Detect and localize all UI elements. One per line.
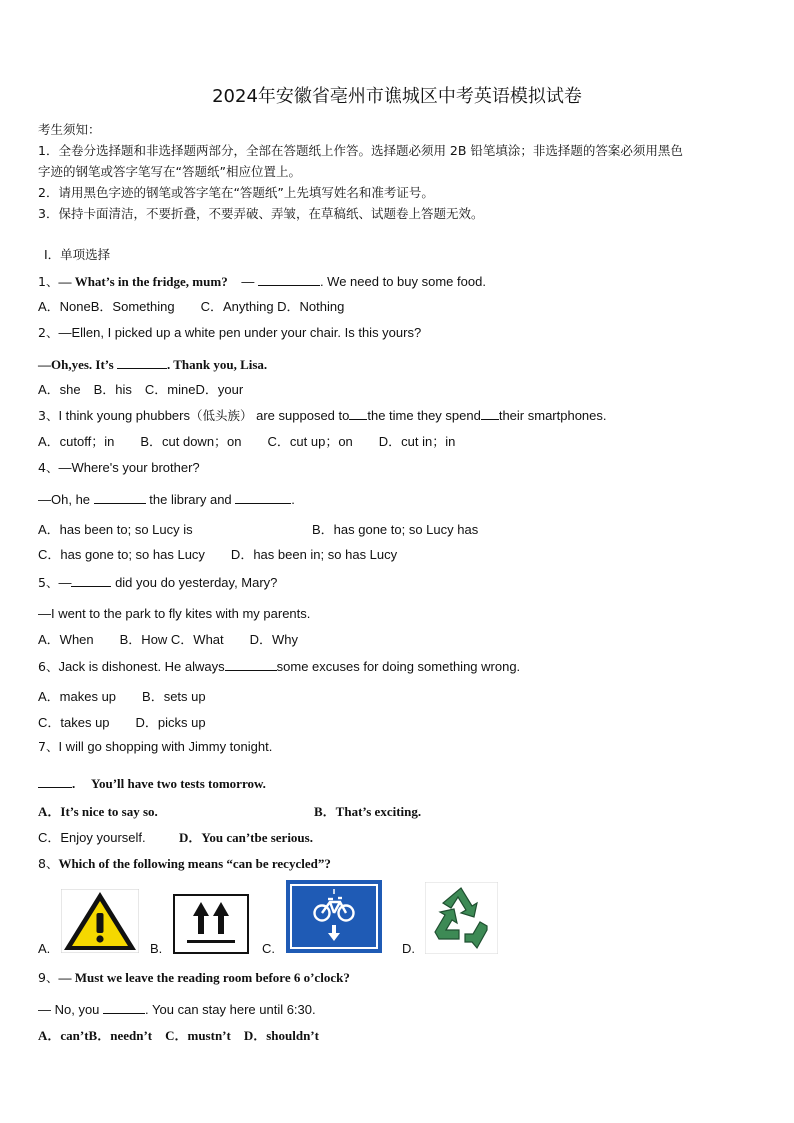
question-2-options: A．she B．his C．mineD．your <box>38 382 244 397</box>
question-text: Which of the following means “can be recycled”? <box>58 856 331 871</box>
question-text: . <box>291 492 295 507</box>
question-4 <box>38 459 200 477</box>
question-number: 5、 <box>38 575 59 590</box>
question-1 <box>38 272 486 291</box>
bicycle-lane-sign-icon <box>286 880 382 953</box>
question-text: — <box>241 274 255 289</box>
warning-sign-icon <box>61 889 139 953</box>
question-text: . You’ll have two tests tomorrow. <box>72 776 266 791</box>
question-number: 4、 <box>38 460 59 475</box>
question-text: — <box>58 575 72 590</box>
notice-item: 字迹的钢笔或答字笔写在“答题纸”相应位置上。 <box>38 164 301 179</box>
question-number: 7、 <box>38 739 59 754</box>
question-text: the library and <box>149 492 232 507</box>
recycle-sign-icon <box>425 882 498 954</box>
question-text: . Thank you, Lisa. <box>166 357 268 372</box>
question-text: —Oh,yes. It’s <box>38 357 114 372</box>
answer-blank <box>117 355 167 369</box>
notice-item: 2．请用黑色字迹的钢笔或答字笔在“答题纸”上先填写姓名和准考证号。 <box>38 185 434 200</box>
question-text: — Must we leave the reading room before 6 o’clock? <box>58 970 350 985</box>
question-4-options-cd: C．has gone to; so has Lucy D．has been in; so has Lucy <box>38 547 398 562</box>
option-label-d: D. <box>402 941 415 956</box>
notice-item: 3．保持卡面清洁，不要折叠，不要弄破、弄皱，在草稿纸、试题卷上答题无效。 <box>38 206 484 221</box>
question-3-options: A．cutoff；in B．cut down；on C．cut up；on D．cut in；in <box>38 434 456 449</box>
question-5 <box>38 573 277 592</box>
question-text: . You can stay here until 6:30. <box>145 1002 316 1017</box>
question-text: — What’s in the fridge, mum? <box>58 274 228 289</box>
question-3 <box>38 406 607 425</box>
question-5-response: —I went to the park to fly kites with my parents. <box>38 606 311 621</box>
question-text: their smartphones. <box>498 408 607 423</box>
answer-blank <box>225 657 277 671</box>
option-label-b: B. <box>150 941 163 956</box>
answer-blank <box>349 406 367 420</box>
this-way-up-sign-icon <box>173 894 249 954</box>
question-4-option-b: B．has gone to; so Lucy has <box>312 522 479 537</box>
question-7-response <box>38 774 266 793</box>
question-text: are supposed to <box>252 408 350 423</box>
option-label-a: A. <box>38 941 51 956</box>
section-heading: Ⅰ．单项选择 <box>44 247 111 262</box>
question-7-option-a: A．It’s nice to say so. <box>38 804 158 819</box>
question-4-option-a: A．has been to; so Lucy is <box>38 522 193 537</box>
answer-blank <box>94 490 146 504</box>
question-2 <box>38 324 421 342</box>
question-4-response <box>38 490 295 509</box>
answer-blank <box>258 272 320 286</box>
question-text: Jack is dishonest. He always <box>58 659 225 674</box>
question-9 <box>38 969 350 987</box>
question-7-option-b: B．That’s exciting. <box>314 804 422 819</box>
question-9-options: A．can’tB．needn’t C．mustn’t D．shouldn’t <box>38 1028 319 1043</box>
question-number: 8、 <box>38 856 59 871</box>
question-text: did you do yesterday, Mary? <box>111 575 278 590</box>
question-6-options-cd: C．takes up D．picks up <box>38 715 206 730</box>
question-number: 3、 <box>38 408 59 423</box>
question-5-options: A．When B．How C．What D．Why <box>38 632 299 647</box>
question-7-option-d: D．You can’tbe serious. <box>179 830 313 845</box>
question-number: 6、 <box>38 659 59 674</box>
question-text: —Where's your brother? <box>58 460 200 475</box>
question-text: . We need to buy some food. <box>319 274 486 289</box>
question-2-response <box>38 355 267 374</box>
question-7-option-c: C．Enjoy yourself. <box>38 830 146 845</box>
question-text: （低头族） <box>190 408 253 423</box>
question-text: I will go shopping with Jimmy tonight. <box>58 739 273 754</box>
question-text: some excuses for doing something wrong. <box>276 659 521 674</box>
answer-blank <box>481 406 499 420</box>
answer-blank <box>235 490 291 504</box>
option-label-c: C. <box>262 941 275 956</box>
question-text: —Oh, he <box>38 492 91 507</box>
notice-item: 1．全卷分选择题和非选择题两部分，全部在答题纸上作答。选择题必须用 2B 铅笔填涂；非选择题的答案必须用黑色 <box>38 143 683 158</box>
page-title: 2024年安徽省亳州市谯城区中考英语模拟试卷 <box>212 86 582 107</box>
question-text: — No, you <box>38 1002 100 1017</box>
answer-blank <box>38 774 72 788</box>
answer-blank <box>103 1000 145 1014</box>
question-text: I think young phubbers <box>58 408 190 423</box>
question-number: 9、 <box>38 970 59 985</box>
question-1-options: A．NoneB．Something C．Anything D．Nothing <box>38 299 345 314</box>
question-6-options-ab: A．makes up B．sets up <box>38 689 206 704</box>
question-text: the time they spend <box>367 408 481 423</box>
question-number: 1、 <box>38 274 59 289</box>
question-number: 2、 <box>38 325 59 340</box>
question-7 <box>38 738 272 756</box>
answer-blank <box>71 573 111 587</box>
question-9-response <box>38 1000 316 1019</box>
question-6 <box>38 657 520 676</box>
notice-heading: 考生须知： <box>38 122 101 137</box>
question-text: —Ellen, I picked up a white pen under your chair. Is this yours? <box>58 325 422 340</box>
question-8 <box>38 855 331 873</box>
